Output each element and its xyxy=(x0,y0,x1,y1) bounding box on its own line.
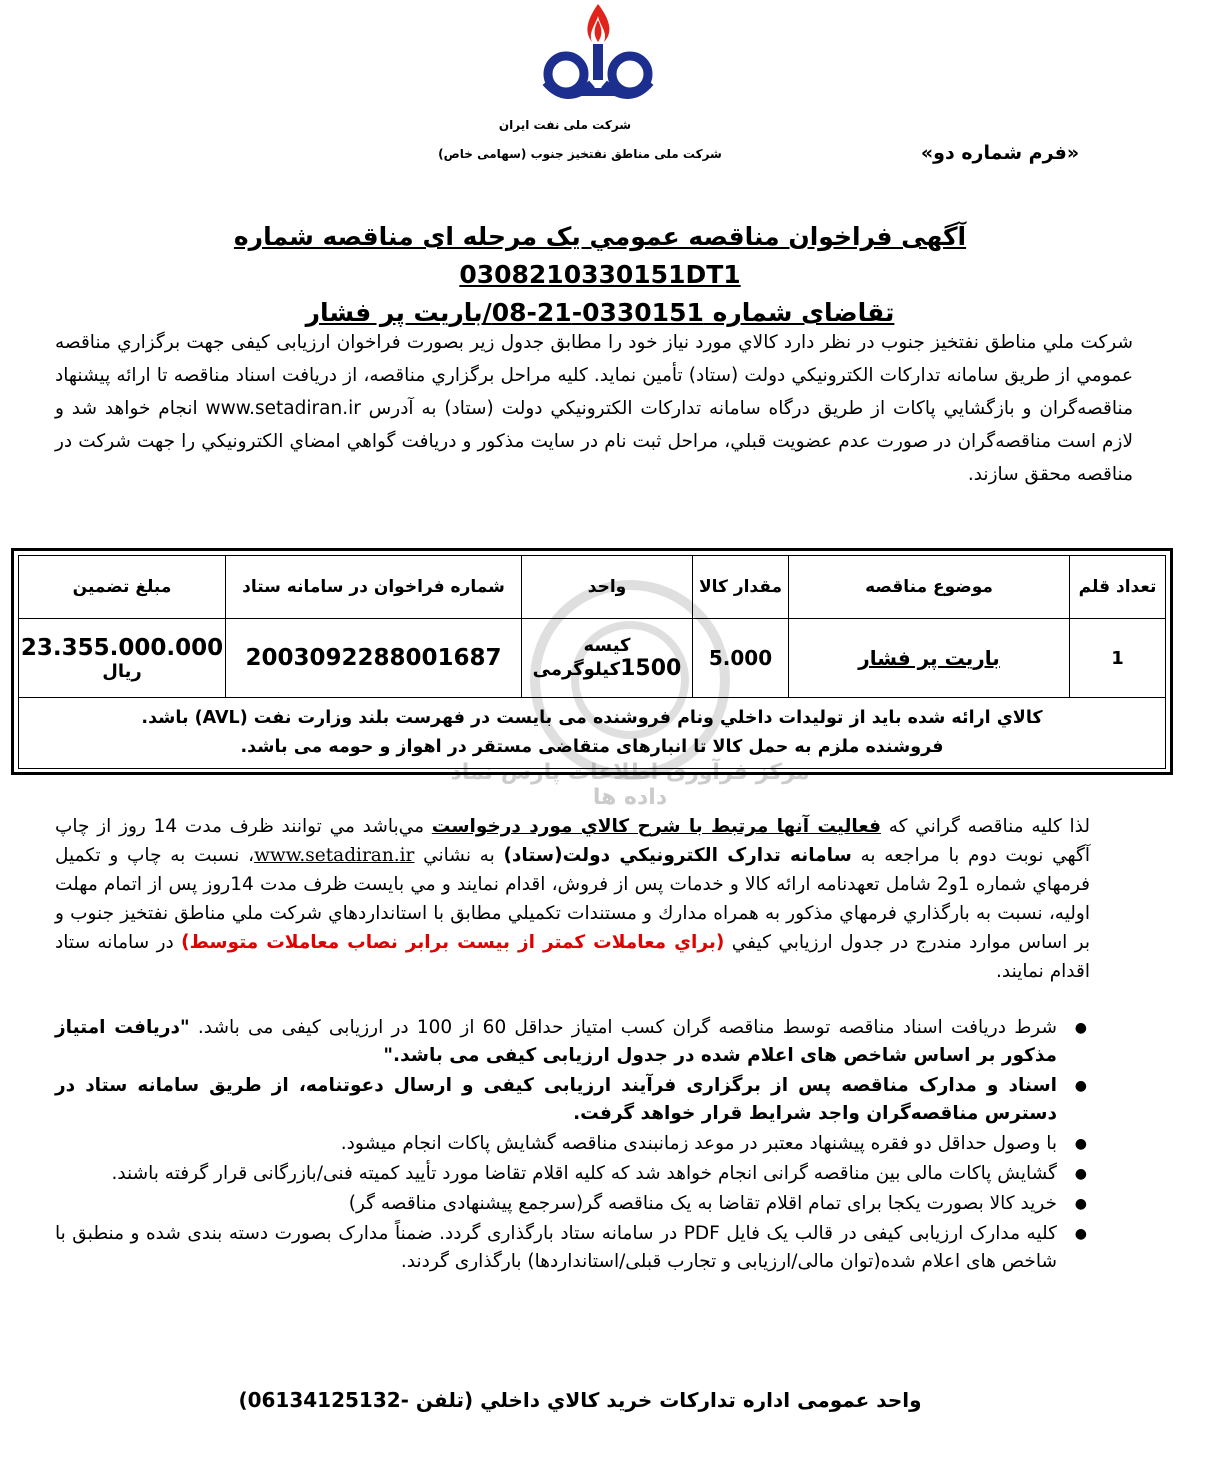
footer-contact: واحد عمومی اداره تداركات خريد كالاي داخلي (تلفن -06134125132) xyxy=(238,1388,922,1412)
watermark-text: مرکز فرآوری اطلاعات پارس نماد داده ها xyxy=(450,760,810,810)
page-title xyxy=(120,218,1080,332)
setadiran-link[interactable]: www.setadiran.ir xyxy=(254,845,415,866)
para2-red-note: (براي معاملات کمتر از بیست برابر نصاب معاملات متوسط) xyxy=(181,932,725,953)
list-item xyxy=(55,1190,1095,1218)
bullet-bold-text: "دریافت امتیاز مذکور بر اساس شاخص های اعلام شده در جدول ارزیابی کیفی می باشد." xyxy=(55,1017,1057,1066)
para2-emphasis-1: فعاليت آنها مرتبط با شرح کالاي مورد درخواست xyxy=(431,816,881,837)
header-quantity: مقدار کالا xyxy=(693,556,789,619)
form-number: «فرم شماره دو» xyxy=(920,142,1080,164)
unit-line-2: کیلوگرمی xyxy=(532,659,621,680)
cell-subject: باریت پر فشار xyxy=(789,619,1070,698)
para2-text-5: در سامانه ستاد اقدام نمايند. xyxy=(55,932,1090,982)
bullet-text: گشایش پاکات مالی بین مناقصه گرانی انجام خواهد شد که کلیه اقلام تقاضا مورد تأیید کمیته فنی/بازرگانی قرار گرفته باشند. xyxy=(111,1163,1057,1184)
table-note xyxy=(19,698,1166,769)
note-line-2: فروشنده ملزم به حمل کالا تا انبارهای متقاضی مستقر در اهواز و حومه می باشد. xyxy=(240,737,944,757)
bullet-text: با وصول حداقل دو فقره پیشنهاد معتبر در موعد زمانبندی مناقصه گشایش پاکات انجام میشود. xyxy=(340,1133,1057,1154)
table-header-row xyxy=(19,556,1166,619)
subsidiary-name: شرکت ملی مناطق نفتخیز جنوب (سهامی خاص) xyxy=(438,147,722,161)
header-call-number: شماره فراخوان در سامانه ستاد xyxy=(226,556,522,619)
title-line-2: تقاضای شماره 0330151-21-08/باریت پر فشار xyxy=(305,298,895,327)
header-guarantee: مبلغ تضمین xyxy=(19,556,226,619)
list-item xyxy=(55,1130,1095,1158)
bullet-bold-text: اسناد و مدارک مناقصه پس از برگزاری فرآیند ارزیابی کیفی و ارسال دعوتنامه، از طریق سامانه ستاد در دسترس مناقصه‌گران واجد شرایط قرار خواهد گرفت. xyxy=(55,1075,1057,1124)
cell-call-number: 2003092288001687 xyxy=(226,619,522,698)
title-line-1: آگهی فراخوان مناقصه عمومي یک مرحله ای مناقصه شماره 0308210330151DT1 xyxy=(233,222,967,289)
list-item xyxy=(55,1014,1095,1070)
header-unit: واحد xyxy=(522,556,693,619)
cell-guarantee xyxy=(19,619,226,698)
para2-text-2: مي‌باشد مي توانند ظرف مدت 14 روز از چاپ آگهي نوبت دوم با مراجعه به xyxy=(55,816,1090,866)
table-note-row xyxy=(19,698,1166,769)
bullet-text: شرط دریافت اسناد مناقصه توسط مناقصه گران کسب امتیاز حداقل 60 از 100 در ارزیابی کیفی می باشد. xyxy=(197,1017,1058,1038)
para2-text-1: لذا کليه مناقصه گراني که xyxy=(880,816,1090,837)
cell-unit xyxy=(522,619,693,698)
para2-emphasis-2: سامانه تدارک الکترونيکي دولت(ستاد) xyxy=(503,845,852,866)
list-item xyxy=(55,1220,1095,1276)
tender-table xyxy=(18,555,1166,769)
bullet-text: کلیه مدارک ارزیابی کیفی در قالب یک فایل PDF در سامانه ستاد بارگذاری گردد. ضمناً مدارک بصورت دسته بندی شده و منطبق با شاخص های اعلام شده(توان مالی/ارزیابی و تجارب قبلی/استانداردها) بارگذاری گردند. xyxy=(55,1223,1057,1272)
company-name: شرکت ملی نفت ایران xyxy=(498,118,632,132)
tender-table-frame xyxy=(11,548,1173,775)
bullet-text: خرید کالا بصورت یکجا برای تمام اقلام تقاضا به یک مناقصه گر(سرجمع پیشنهادی مناقصه گر) xyxy=(348,1193,1057,1214)
guarantee-currency: ریال xyxy=(102,660,142,682)
para2-text-3: به نشاني xyxy=(414,845,504,866)
nioc-flame-logo-icon xyxy=(536,2,660,108)
intro-paragraph: شرکت ملي مناطق نفتخيز جنوب در نظر دارد کالاي مورد نياز خود را مطابق جدول زیر بصورت فراخوان ارزیابی کیفی جهت برگزاري مناقصه عمومي از طريق سامانه تداركات الكترونيكي دولت (ستاد) تأمين نمايد. كليه مراحل برگزاري مناقصه، از دريافت اسناد مناقصه تا ارائه پيشنهاد مناقصه‌گران و بازگشايي پاكات از طريق درگاه سامانه تداركات الكترونيكي دولت (ستاد) به آدرس www.setadiran.ir انجام خواهد شد و لازم است مناقصه‌گران در صورت عدم عضويت قبلي، مراحل ثبت نام در سايت مذكور و دريافت گواهي امضاي الكترونيكي را جهت شركت در مناقصه محقق سازند. xyxy=(55,332,1133,485)
list-item xyxy=(55,1072,1095,1128)
cell-quantity: 5.000 xyxy=(693,619,789,698)
header-item-count: تعداد قلم xyxy=(1070,556,1166,619)
header-subject: موضوع مناقصه xyxy=(789,556,1070,619)
list-item xyxy=(55,1160,1095,1188)
conditions-list xyxy=(55,1014,1095,1278)
instructions-paragraph xyxy=(55,812,1090,986)
guarantee-amount: 23.355.000.000 xyxy=(20,634,224,661)
para2-text-4: ، نسبت به چاپ و تکميل فرمهاي شماره 1و2 شامل تعهدنامه ارائه کالا و خدمات پس از فروش، اقدام نمايند و مي بايست ظرف مدت 14روز پس از اتمام مهلت اوليه، نسبت به بارگذاري فرمهاي مذکور به همراه مدارك و مستندات تکميلي مطابق با استانداردهاي شرکت ملي مناطق نفتخيز جنوب و بر اساس موارد مندرج در جدول ارزيابي کيفي xyxy=(55,845,1091,953)
table-row xyxy=(19,619,1166,698)
note-line-1: کالاي ارائه شده بايد از توليدات داخلي ونام فروشنده می بایست در فهرست بلند وزارت نفت (AVL) باشد. xyxy=(141,708,1043,728)
unit-number: 1500 xyxy=(620,656,682,681)
unit-line-1: کیسه xyxy=(583,635,631,656)
cell-item-count: 1 xyxy=(1070,619,1166,698)
